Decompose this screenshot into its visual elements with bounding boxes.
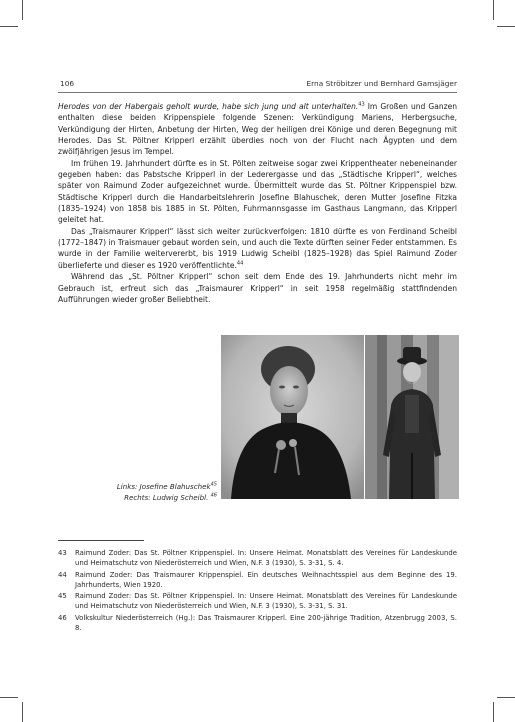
footnote-text: Volkskultur Niederösterreich (Hg.): Das Traismaurer Kripperl. Eine 200-jährige Tradition, Atzenbrugg 2003, S. 8. [75, 614, 457, 633]
footnote-ref[interactable]: 44 [236, 260, 244, 267]
caption-text: Rechts: Ludwig Scheibl. [124, 492, 209, 502]
footnote-number: 43 [58, 549, 67, 557]
paragraph-text: Im Großen und Ganzen enthalten diese beiden Krippenspiele folgende Szenen: Verkündigung Mariens, Herbergsuche, Verkündigung der Hirten, Anbetung der Hirten, Weg der heiligen drei Könige und deren Begegnung mit Herodes. Das St. Pöltner Kripperl erzählt überdies noch von der Flucht nach Ägypten und dem zwölfjährigen Jesus im Tempel. [58, 102, 457, 157]
crop-mark [22, 0, 23, 20]
crop-mark [493, 702, 494, 722]
paragraph-2: Im frühen 19. Jahrhundert dürfte es in St. Pölten zeitweise sogar zwei Krippentheater nebeneinander gegeben haben: das Pabstsche Kripperl in der Lederergasse und das „Städtische Kripperl“, welches später von Raimund Zoder aufgezeichnet wurde. Übermittelt wurde das St. Pöltner Krippenspiel bzw. Städtische Kripperl durch die Handarbeitslehrerin Josefine Blahuschek, deren Mutter Josefine Fitzka (1835–1924) von 1858 bis 1885 in St. Pölten, Fuhrmannsgasse im Gasthaus Langmann, das Kripperl geleitet hat. [58, 158, 457, 225]
footnote-number: 46 [58, 614, 67, 623]
footnote [58, 613, 457, 633]
footnotes [58, 548, 457, 635]
footnote-number: 45 [58, 592, 67, 601]
paragraph-4: Während das „St. Pöltner Kripperl“ schon seit dem Ende des 19. Jahrhunderts nicht mehr im Gebrauch ist, erfreut sich das „Traismaurer Kripperl“ in seit 1958 regelmäßig stattfindenden Aufführungen wieder großer Beliebtheit. [58, 272, 457, 304]
footnote-text: Raimund Zoder: Das St. Pöltner Krippenspiel. In: Unsere Heimat. Monatsblatt des Vereines für Landeskunde und Heimatschutz von Niederösterreich und Wien, N.F. 3 (1930), S. 3-31, S. 31. [75, 592, 457, 611]
footnote [58, 591, 457, 611]
footnote-text: Raimund Zoder: Das Traismaurer Krippenspiel. Ein deutsches Weihnachtsspiel aus dem Beginne des 19. Jahrhunderts, Wien 1920. [75, 570, 457, 589]
running-title: Erna Ströbitzer und Bernhard Gamsjäger [306, 79, 457, 88]
caption-line-right [62, 493, 217, 504]
body-text [58, 101, 457, 305]
crop-mark [497, 697, 515, 698]
footnote-ref[interactable]: 45 [210, 481, 217, 488]
quote-italic: Herodes von der Habergais geholt wurde, habe sich jung und alt unterhalten. [58, 102, 359, 111]
footnote [58, 570, 457, 590]
photo-caption [62, 482, 217, 503]
portrait-photo-woman [221, 335, 364, 499]
portrait-photo-man [365, 335, 459, 499]
paragraph-3 [58, 226, 457, 271]
footnote-rule [58, 540, 144, 541]
paragraph-text: Das „Traismaurer Kripperl“ lässt sich weiter zurückverfolgen: 1810 dürfte es von Ferdinand Scheibl (1772–1847) in Traismauer gebaut worden sein, und auch die Texte dürften seiner Feder entstammen. Es wurde in der Familie weitervererbt, bis 1919 Ludwig Scheibl (1825–1928) das Spiel Raimund Zoder überlieferte und dieser es 1920 veröffentlichte. [58, 226, 457, 270]
page-number: 106 [60, 79, 75, 88]
footnote [58, 548, 457, 568]
caption-text: Links: Josefine Blahuschek [116, 482, 211, 491]
paragraph-1 [58, 101, 457, 158]
crop-mark [0, 26, 18, 27]
running-header [58, 78, 457, 92]
crop-mark [22, 702, 23, 722]
header-rule [58, 92, 457, 93]
caption-line-left [62, 482, 217, 493]
crop-mark [497, 26, 515, 27]
crop-mark [0, 697, 18, 698]
footnote-number: 44 [58, 570, 67, 579]
crop-mark [493, 0, 494, 20]
footnote-ref[interactable]: 43 [358, 101, 365, 108]
footnote-text: Raimund Zoder: Das St. Pöltner Krippenspiel. In: Unsere Heimat. Monatsblatt des Vereines für Landeskunde und Heimatschutz von Niederösterreich und Wien, N.F. 3 (1930), S. 3-31, S. 4. [75, 549, 457, 568]
footnote-ref[interactable]: 46 [210, 492, 217, 499]
